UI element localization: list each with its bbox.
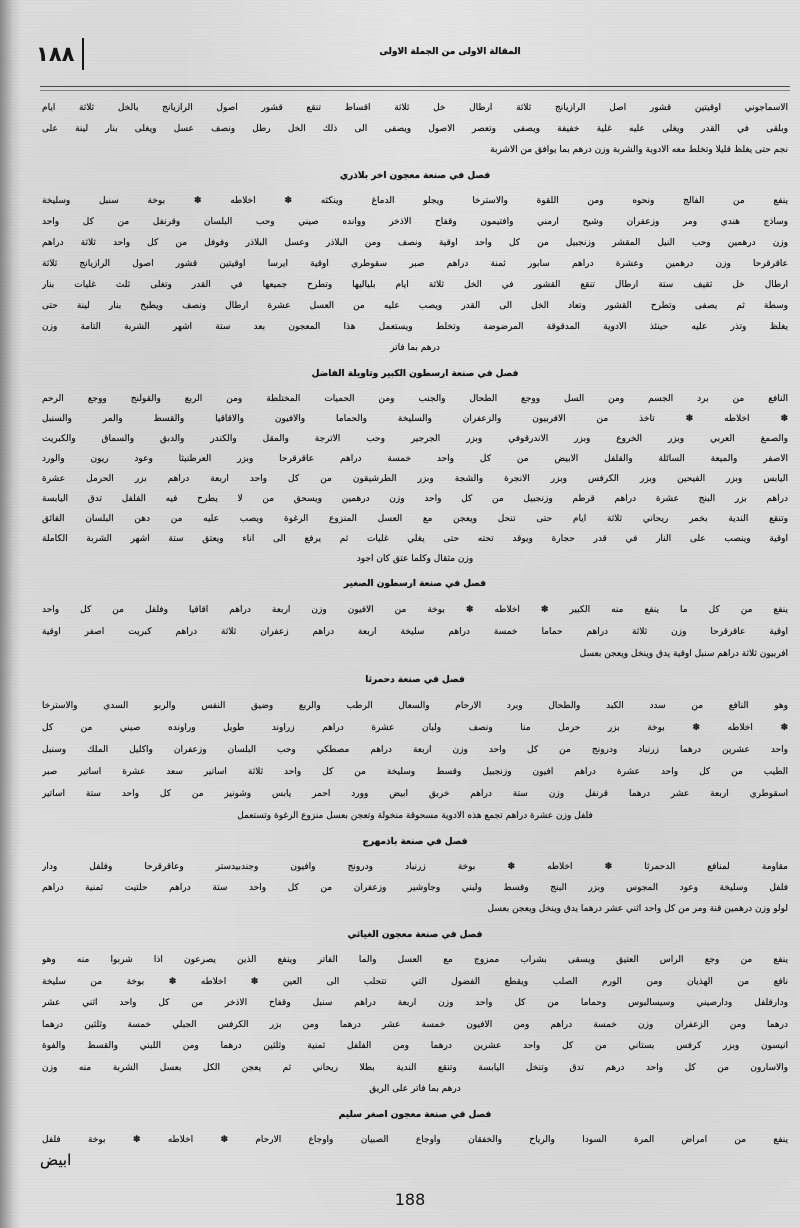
- running-title: المقالة الاولى من الجملة الاولى: [379, 47, 521, 57]
- text-line: واحد عشرين درهما زرنباد ودرونج من كل واحد وزن اربعة دراهم مصطكي وحب البلسان وزعفران واكليل الملك وسنبل: [42, 745, 788, 755]
- text-line: اسقوطري اربعة عشر درهما قرنفل وزن ستة دراهم خربق ابيض وورد احمر يابس وشونيز من كل واحد ستة اساتير: [42, 789, 788, 799]
- text-line: نافع من الهذيان ومن الورم الصلب ويقطع الفضول التي تتحلب الى العين ✽ اخلاطه ✽ بوخة من سليخة: [42, 976, 788, 987]
- section-heading: فصل في صنعة دحمرثا: [365, 675, 465, 685]
- text-line: ✽ اخلاطه ✽ تاخذ من الافربيون والزعفران والسليخة والحماما والافيون والاقاقيا والقسط والمر والسنبل: [42, 414, 788, 424]
- paragraph: [42, 98, 788, 161]
- paragraph: [42, 599, 788, 665]
- text-line: ينفع من امراض المرة السودا والرياح والخفقان واوجاع الصبيان واوجاع الارحام ✽ اخلاطه ✽ بوخة فلفل: [42, 1134, 788, 1145]
- text-line: درهم بما فاتر على الريق: [369, 1084, 461, 1094]
- text-line: والاسارون من كل واحد درهم تدق وتنخل اليابسة وتنقع الندية بطلا ريحاني ثم يعجن الكل بعسل الشربة منه وزن: [42, 1062, 788, 1073]
- text-line: ارطال خل ثقيف ستة ارطال تنقع القشور في الخل ثلاثة ايام بلياليها وتطرح جميعها في القدر وتغلى ثلث غليات بنار: [42, 280, 788, 290]
- text-line: والصمغ العربي وبزر الخروع وبزر الاندرقوفي وبزر الجرجير وحب الاترجة والمقل والكندر والدبق والسماق والكبريت: [42, 434, 788, 444]
- paragraph: [42, 695, 788, 827]
- text-line: وبلقى في القدر ويغلى عليه غلية خفيفة ويصفى وتعصر الاصول ويصفى الى ذلك الخل رطل ونصف عسل ويغلى بنار لينة على: [42, 124, 788, 134]
- page-number-top: ١٨٨: [36, 38, 84, 70]
- paragraph: [42, 950, 788, 1101]
- text-line: وزن درهمين وحب النيل المقشر وزنجبيل من كل واحد اوقية ونصف ومن البلاذر وعسل البلاذر وفوفل من كل واحد ثلاثة دراهم: [42, 238, 788, 248]
- text-line: ينفع من كل ما ينفع منه الكبير ✽ اخلاطه ✽ بوخة من الافيون وزن اربعة دراهم اقاقيا وفلفل من كل واحد: [42, 605, 788, 615]
- text-line: الاسماجوني اوقيتين قشور اصل الرازيانج ثلاثة ارطال خل ثلاثة اقساط تنقع قشور اصول الرازيانج بالخل ثلاثة ايام: [42, 103, 788, 113]
- binding-shadow: [0, 0, 22, 1228]
- text-line: وساذج هندي ومر وزعفران وشيح ارمني وافتيمون وقفاح الاذخر ووانده صيني وحب البلسان وقرنفل من كل واحد: [42, 217, 788, 227]
- text-line: ينفع من الفالج ونحوه ومن اللقوة والاسترخا ويجلو الدماغ وينكثه ✽ اخلاطه ✽ بوخة سنبل وسليخة: [42, 196, 788, 206]
- text-line: وزن مثقال وكلما عتق كان اجود: [356, 554, 474, 564]
- page-number-bottom: 188: [394, 1190, 426, 1209]
- text-line: الاصفر والميعة السائلة والفلفل الابيض من كل واحد خمسة دراهم عاقرقرحا وبزر العرطنيثا وعود ريون والورد: [42, 454, 788, 464]
- section-heading: فصل في صنعة معجون الغياثي: [347, 930, 483, 940]
- text-line: مقاومة لمنافع الدحمرثا ✽ اخلاطه ✽ بوخة زرنباد ودرونج وافيون وجندبيدستر وعاقرقرحا وفلفل ودار: [42, 862, 788, 872]
- paragraph: [42, 1129, 788, 1151]
- text-line: ✽ اخلاطه ✽ بوخة بزر حرمل منا ونصف ولبان عشرة دراهم زراوند طويل وراونده صيني من كل: [42, 723, 788, 733]
- text-line: ينفع من وجع الراس العتيق ويسقى بشراب ممزوج مع العسل والما الفاتر وينفع الذين يصرعون اذا شربوا منه وهو: [42, 955, 788, 965]
- paragraph: [42, 389, 788, 569]
- text-line: درهم بما فاتر: [390, 343, 440, 353]
- text-line: دراهم بزر البنج عشرة دراهم قرطم وزنجبيل من كل واحد وزن درهمين ويسحق من لا يطرح فيه الفلفل تدق اليابسة: [42, 494, 788, 504]
- catchword: ابيض: [40, 1151, 72, 1169]
- text-block: [42, 98, 788, 1151]
- text-line: فلفل وزن عشرة دراهم تجمع هذه الادوية مسحوقة منخولة وتعجن بعسل منزوع الرغوة وتستعمل: [237, 811, 593, 821]
- text-line: اليابس وبزر الفيحين وبزر الكرفس وبزر الانجرة والشجة وبزر الطرشيقون من كل واحد اربعة دراهم بزر الحرمل عشرة: [42, 474, 788, 484]
- section-heading: فصل في صنعة باذمهرج: [362, 837, 468, 847]
- text-line: وسطة ثم يصفى وتطرح القشور وتعاد الخل الى القدر ويصب عليه من العسل عشرة ارطال ونصف ويطبخ بنار لينة حتى: [42, 301, 788, 311]
- text-line: وتنقع الندية بخمر ريحاني ثلاثة ايام حتى تنحل ويعجن مع العسل المنزوع الرغوة ويصب عليه من دهن البلسان الفائق: [42, 514, 788, 524]
- section-heading: فصل في صنعة معجون اخر بلاذري: [339, 171, 491, 181]
- header-rule: [40, 86, 790, 91]
- text-line: لولو وزن درهمين قنة ومر من كل واحد اثني عشر درهما يدق وينخل ويعجن بعسل: [487, 904, 788, 914]
- text-line: وهو النافع من سدد الكبد والطحال وبرد الارحام والسعال الرطب والربع وضيق النفس والربو السدي والاسترخا: [42, 701, 788, 711]
- text-line: عاقرقرحا وزن درهمين وعشرة دراهم سابور ثمنة دراهم صبر سقوطري اوقية ايرسا اوقيتين قشور اصول الرازيانج ثلاثة: [42, 259, 788, 269]
- text-line: انيسون وبزر كرفس بستاني من كل واحد عشرين درهما ومن الفلفل ثمنية وثلثين درهما ومن اللبني والقسط والفوة: [42, 1041, 788, 1051]
- text-line: درهما ومن الزعفران وزن خمسة دراهم ومن الافيون خمسة عشر درهما ومن بزر الكرفس الجبلي خمسة وثلثين درهما: [42, 1019, 788, 1030]
- text-line: اوقية وينصب على النار في قدر حجارة ويوقد تحته حتى يغلي غليات ثم يرفع الى اناء ويعتق ستة اشهر الشربة الكاملة: [42, 534, 788, 544]
- text-line: فلفل وسليخة وعود المجوس وبزر البنج وقسط ولبني وجاوشير وزعفران من كل واحد ستة دراهم حلتيت ثمنية دراهم: [42, 883, 788, 893]
- paragraph: [42, 191, 788, 359]
- text-line: يغلظ وتذر عليه حينئذ الادوية المدقوقة المرضوضة وتخلط ويستعمل هذا المعجون بعد ستة اشهر الشربة التامة وزن: [42, 322, 788, 332]
- text-line: ودارفلفل ودارصيني وسيسالبوس وحماما من كل واحد وزن اربعة دراهم سنبل وقفاح الاذخر من كل واحد اثني عشر: [42, 998, 788, 1008]
- text-line: النافع من برد الجسم ومن السل ووجع الطحال والجنب ومن الحميات المختلطة ومن الربع والقولنج ووجع الرحم: [42, 394, 788, 404]
- text-line: الطيب من كل واحد عشرة دراهم افيون وزنجبيل وقسط وسليخة من كل واحد ثلاثة اساتير سعد عشرة اساتير صبر: [42, 767, 788, 777]
- section-heading: فصل في صنعة معجون اصغر سليم: [338, 1109, 492, 1120]
- text-line: نجم حتى يغلظ قليلا وتخلط معه الادوية والشربة وزن درهم بما يوافق من الاشربة: [490, 145, 788, 155]
- section-heading: فصل في صنعة ارسطون الصغير: [343, 579, 487, 589]
- text-line: اوقية عاقرقرحا وزن ثلاثة دراهم حماما خمسة دراهم سليخة اربعة دراهم زعفران ثلاثة دراهم كبريت اصفر اوقية: [42, 627, 788, 637]
- text-line: افربيون ثلاثة دراهم سنبل اوقية يدق وينخل ويعجن بعسل: [579, 649, 788, 659]
- paragraph: [42, 857, 788, 920]
- section-heading: فصل في صنعة ارسطون الكبير وتاويلة الفاضل: [311, 369, 519, 379]
